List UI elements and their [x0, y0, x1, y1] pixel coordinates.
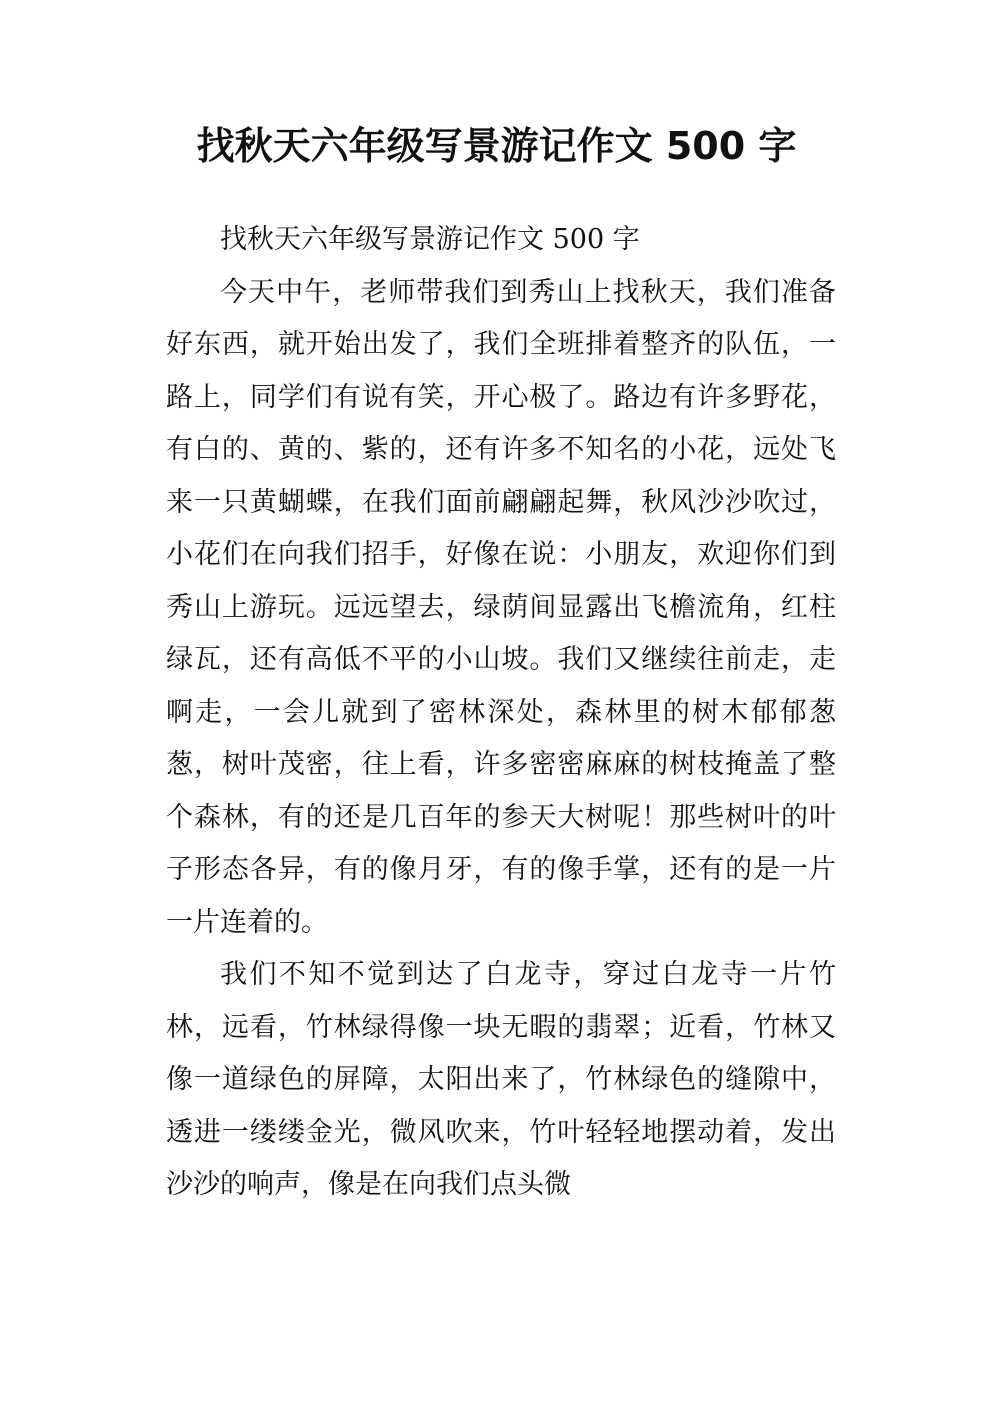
paragraph: 我们不知不觉到达了白龙寺，穿过白龙寺一片竹林，远看，竹林绿得像一块无暇的翡翠；近看，竹林又像一道绿色的屏障，太阳出来了，竹林绿色的缝隙中，透进一缕缕金光，微风吹来，竹叶轻轻地摆动着，发出沙沙的响声，像是在向我们点头微	[166, 959, 836, 1200]
document-title: 找秋天六年级写景游记作文 500 字	[196, 124, 797, 168]
document-body	[166, 214, 836, 1212]
paragraph: 今天中午，老师带我们到秀山上找秋天，我们准备好东西，就开始出发了，我们全班排着整齐的队伍，一路上，同学们有说有笑，开心极了。路边有许多野花，有白的、黄的、紫的，还有许多不知名的小花，远处飞来一只黄蝴蝶，在我们面前翩翩起舞，秋风沙沙吹过，小花们在向我们招手，好像在说：小朋友，欢迎你们到秀山上游玩。远远望去，绿荫间显露出飞檐流角，红柱绿瓦，还有高低不平的小山坡。我们又继续往前走，走啊走，一会儿就到了密林深处，森林里的树木郁郁葱葱，树叶茂密，往上看，许多密密麻麻的树枝掩盖了整个森林，有的还是几百年的参天大树呢！那些树叶的叶子形态各异，有的像月牙，有的像手掌，还有的是一片一片连着的。	[166, 276, 836, 938]
paragraph-subtitle: 找秋天六年级写景游记作文 500 字	[220, 224, 640, 255]
